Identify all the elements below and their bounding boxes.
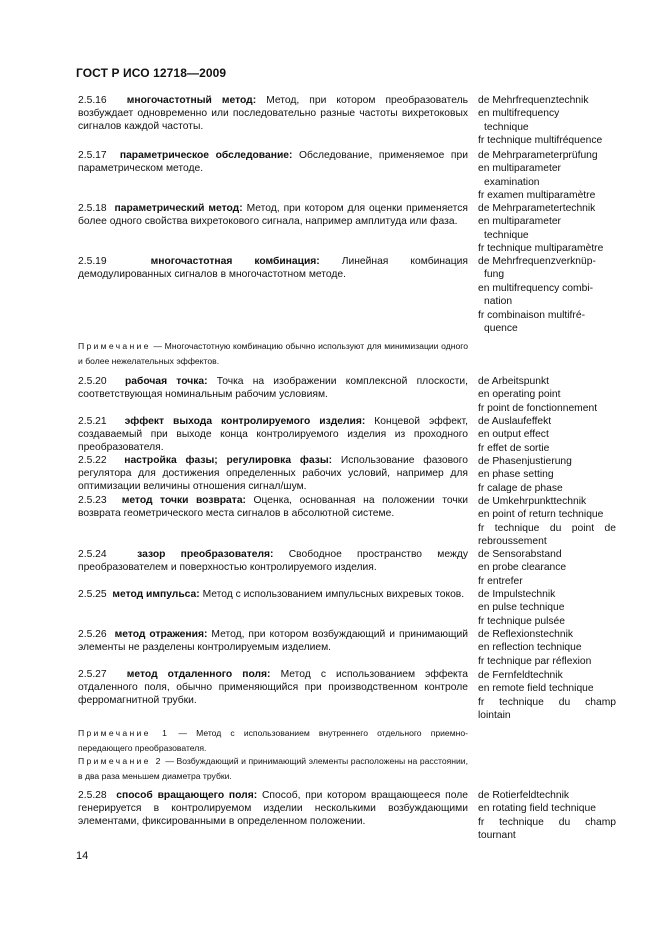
term-2-5-16: 2.5.16 многочастотный метод: Метод, при котором преобразователь возбуждает одновременно или последовательно разные частоты вихретоковых сигналов каждой частоты. bbox=[78, 95, 468, 132]
term-2-5-27: 2.5.27 метод отдаленного поля: Метод с использованием эффекта отдаленного поля, обычно применяющийся при производственном контроле ферромагнитной трубки. bbox=[78, 669, 468, 706]
translations-2-5-26: de Reflexionstechnik en reflection technique fr technique par réflexion bbox=[478, 629, 592, 667]
term-2-5-26: 2.5.26 метод отражения: Метод, при котором возбуждающий и принимающий элементы не разделены контролируемым изделием. bbox=[78, 629, 468, 653]
document-header: ГОСТ Р ИСО 12718—2009 bbox=[76, 66, 227, 80]
term-2-5-22: 2.5.22 настройка фазы; регулировка фазы: Использование фазового регулятора для достижения определенных рабочих условий, например для оптимизации величины отношения сигнал/шум. bbox=[78, 455, 468, 492]
translations-2-5-17: de Mehrparameterprüfung en multiparameter examination fr examen multiparamètre bbox=[478, 150, 598, 202]
translations-2-5-23: de Umkehrpunkttechnik en point of return technique fr technique du point de rebroussement bbox=[478, 496, 616, 548]
term-2-5-21: 2.5.21 эффект выхода контролируемого изделия: Концевой эффект, создаваемый при выходе конца контролируемого изделия из проходного преобразователя. bbox=[78, 416, 468, 453]
translations-2-5-20: de Arbeitspunkt en operating point fr point de fonctionnement bbox=[478, 376, 598, 414]
term-2-5-25: 2.5.25 метод импульса: Метод с использованием импульсных вихревых токов. bbox=[78, 589, 465, 600]
translations-2-5-22: de Phasenjustierung en phase setting fr calage de phase bbox=[478, 456, 572, 494]
note-1-remote-field: Примечание 1 — Метод с использованием внутреннего отдельного приемно-передающего преобразователя. bbox=[78, 728, 469, 753]
term-2-5-23: 2.5.23 метод точки возврата: Оценка, основанная на положении точки возврата геометрического места сигналов в абсолютной системе. bbox=[78, 495, 468, 519]
term-2-5-28: 2.5.28 способ вращающего поля: Способ, при котором вращающееся поле генерируется в контролируемом изделии несколькими возбуждающими элементами, фиксированными в определенном положении. bbox=[78, 790, 468, 827]
note-2-remote-field: Примечание 2 — Возбуждающий и принимающий элементы расположены на расстоянии, в два раза меньшем диаметра трубки. bbox=[78, 756, 468, 781]
term-2-5-20: 2.5.20 рабочая точка: Точка на изображении комплексной плоскости, соответствующая номинальным рабочим условиям. bbox=[78, 376, 468, 400]
translations-2-5-25: de Impulstechnik en pulse technique fr technique pulsée bbox=[478, 589, 566, 627]
translations-2-5-21: de Auslaufeffekt en output effect fr effet de sortie bbox=[478, 416, 552, 454]
translations-2-5-16: de Mehrfrequenztechnik en multifrequency technique fr technique multifréquence bbox=[478, 95, 603, 147]
page-number: 14 bbox=[76, 850, 89, 862]
note-multifrequency: Примечание — Многочастотную комбинацию обычно используют для минимизации одного и более нежелательных эффектов. bbox=[78, 341, 468, 366]
term-2-5-17: 2.5.17 параметрическое обследование: Обследование, применяемое при параметрическом методе. bbox=[78, 150, 468, 174]
term-2-5-19: 2.5.19 многочастотная комбинация: Линейная комбинация демодулированных сигналов в многочастотном методе. bbox=[78, 256, 468, 280]
translations-2-5-27: de Fernfeldtechnik en remote field technique fr technique du champ lointain bbox=[478, 670, 616, 722]
translations-2-5-24: de Sensorabstand en probe clearance fr entrefer bbox=[478, 549, 567, 587]
term-2-5-18: 2.5.18 параметрический метод: Метод, при котором для оценки применяется более одного свойства вихретокового сигнала, например амплитуда или фаза. bbox=[78, 203, 468, 227]
term-2-5-24: 2.5.24 зазор преобразователя: Свободное пространство между преобразователем и поверхностью контролируемого изделия. bbox=[78, 549, 468, 573]
translations-2-5-28: de Rotierfeldtechnik en rotating field technique fr technique du champ tournant bbox=[478, 790, 616, 842]
translations-2-5-18: de Mehrparametertechnik en multiparameter technique fr technique multiparamètre bbox=[478, 203, 604, 255]
translations-2-5-19: de Mehrfrequenzverknüp- fung en multifrequency combi- nation fr combinaison multifré- quence bbox=[478, 256, 596, 335]
